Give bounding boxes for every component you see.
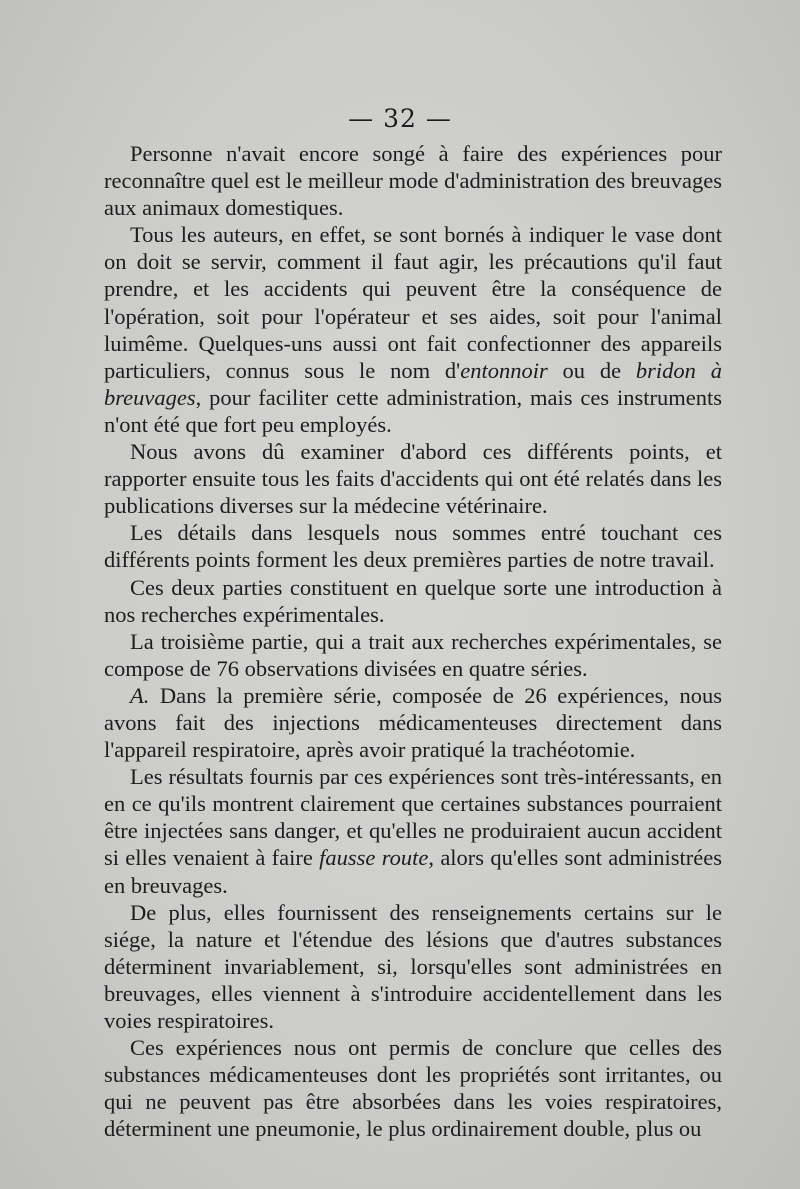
entonnoir-term: entonnoir <box>460 357 548 383</box>
paragraph-8-text-a: Les résultats fournis par ces expériences sont très-intéressants, en en ce qu'ils montrent clairement que certaines substances pourraient être injectées sans danger, et qu'elles ne produiraient aucun accident si elles venaient à faire <box>104 764 722 871</box>
paragraph-8-text-b: , alors qu'elles sont administrées en breuvages. <box>104 845 722 898</box>
paragraph-10: Ces expériences nous ont permis de conclure que celles des substances médicamenteuses dont les propriétés sont irritantes, ou qui ne peuvent pas être absorbées dans les voies respiratoires, déterminent une pneumonie, le plus ordinairement double, plus ou <box>104 1035 722 1142</box>
paragraph-5: Ces deux parties constituent en quelque sorte une introduction à nos recherches expérimentales. <box>104 574 722 627</box>
paragraph-2-text-a: Tous les auteurs, en effet, se sont bornés à indiquer le vase dont on doit se servir, comment il faut agir, les précautions qu'il faut prendre, et les accidents qui peuvent être la conséquence de l'opération, soit pour l'opérateur et ses aides, soit pour l'animal luimême. Quelques-uns aussi ont fait confectionner des appareils particuliers, connus sous le nom d' <box>104 222 722 383</box>
paragraph-7-text: Dans la première série, composée de 26 expériences, nous avons fait des injections médicamenteuses directement dans l'appareil respiratoire, après avoir pratiqué la trachéotomie. <box>104 682 722 763</box>
paragraph-8 <box>104 763 722 898</box>
bridon-term: bridon à breuvages <box>104 357 722 410</box>
paragraph-1: Personne n'avait encore songé à faire des expériences pour reconnaître quel est le meilleur mode d'administration des breuvages aux animaux domestiques. <box>104 141 722 221</box>
paragraph-9: De plus, elles fournissent des renseignements certains sur le siége, la nature et l'étendue des lésions que d'autres substances déterminent invariablement, si, lorsqu'elles sont administrées en breuvages, elles viennent à s'introduire accidentellement dans les voies respiratoires. <box>104 899 722 1033</box>
paragraph-2 <box>104 221 722 438</box>
series-label: A. <box>130 682 150 708</box>
body-text <box>104 140 722 1142</box>
page-number: — 32 — <box>348 104 452 133</box>
paragraph-2-text-b: ou de <box>547 357 636 383</box>
paragraph-7 <box>104 682 722 763</box>
paragraph-3: Nous avons dû examiner d'abord ces différents points, et rapporter ensuite tous les faits d'accidents qui ont été relatés dans les publications diverses sur la médecine vétérinaire. <box>104 439 722 519</box>
paragraph-6: La troisième partie, qui a trait aux recherches expérimentales, se compose de 76 observations divisées en quatre séries. <box>104 628 722 681</box>
paragraph-4: Les détails dans lesquels nous sommes entré touchant ces différents points forment les deux premières parties de notre travail. <box>104 520 722 573</box>
fausse-route-term: fausse route <box>319 845 429 871</box>
paragraph-2-text-c: , pour faciliter cette administration, mais ces instruments n'ont été que fort peu employés. <box>104 384 722 437</box>
